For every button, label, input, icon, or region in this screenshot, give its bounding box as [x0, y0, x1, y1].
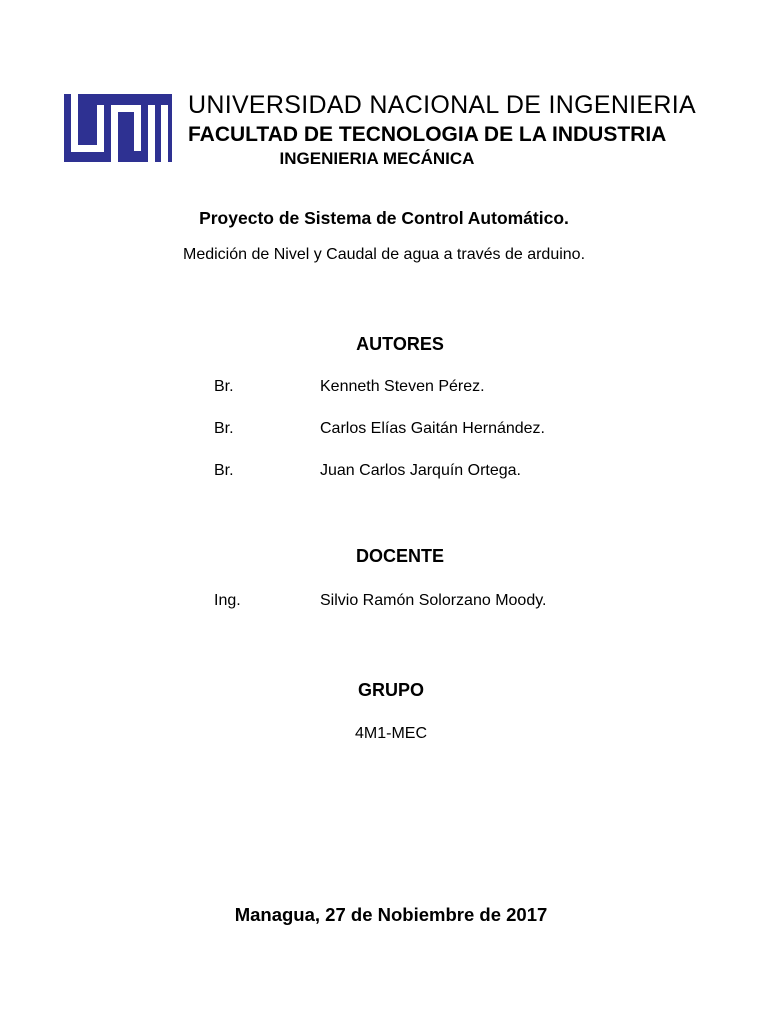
author-name: Carlos Elías Gaitán Hernández. — [320, 420, 545, 437]
faculty-name: FACULTAD DE TECNOLOGIA DE LA INDUSTRIA — [188, 123, 667, 146]
group-heading: GRUPO — [357, 680, 424, 700]
teacher-name: Silvio Ramón Solorzano Moody. — [320, 592, 547, 609]
author-row — [214, 378, 714, 400]
teacher-row — [214, 592, 714, 614]
project-title: Proyecto de Sistema de Control Automático. — [199, 208, 569, 228]
footer-date: Managua, 27 de Nobiembre de 2017 — [234, 904, 548, 925]
author-name: Kenneth Steven Pérez. — [320, 378, 485, 395]
group-code: 4M1-MEC — [354, 725, 427, 742]
header-text — [188, 88, 728, 170]
university-name: UNIVERSIDAD NACIONAL DE INGENIERIA — [188, 91, 696, 119]
author-row — [214, 420, 714, 442]
author-row — [214, 462, 714, 484]
authors-heading: AUTORES — [356, 334, 444, 354]
teacher-heading: DOCENTE — [355, 546, 444, 566]
author-title: Br. — [214, 378, 234, 395]
program-name: INGENIERIA MECÁNICA — [279, 149, 475, 168]
university-logo-icon — [64, 94, 172, 162]
author-title: Br. — [214, 420, 234, 437]
project-subtitle: Medición de Nivel y Caudal de agua a través de arduino. — [182, 246, 586, 263]
author-title: Br. — [214, 462, 234, 479]
teacher-title: Ing. — [214, 592, 241, 609]
author-name: Juan Carlos Jarquín Ortega. — [320, 462, 521, 479]
